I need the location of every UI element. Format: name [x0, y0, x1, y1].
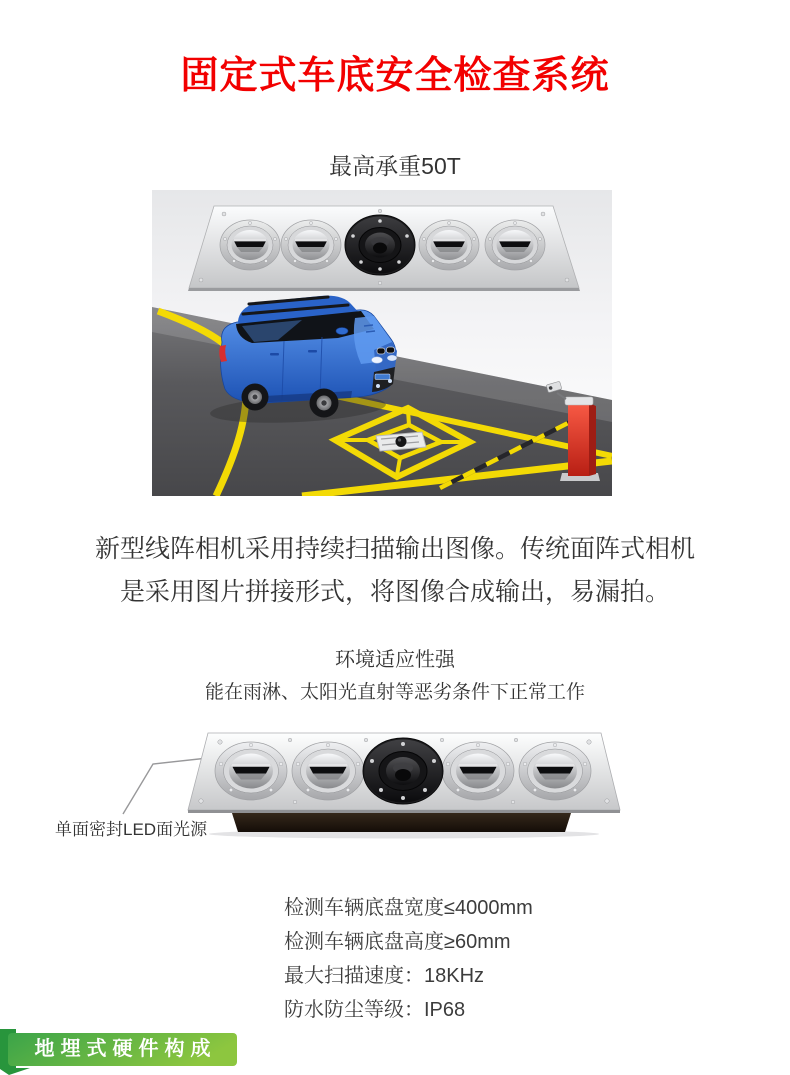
spec-list: [284, 891, 533, 1027]
environment-title: 环境适应性强: [335, 649, 455, 671]
spec-item-scan-speed: 最大扫描速度：18KHz: [284, 965, 485, 987]
center-camera-module: [345, 215, 415, 275]
spec-item-height: 检测车辆底盘高度≥60mm: [284, 931, 511, 953]
environment-detail: 能在雨淋、太阳光直射等恶劣条件下正常工作: [204, 682, 585, 703]
description-line-2: 是采用图片拼接形式，将图像合成输出，易漏拍。: [119, 578, 670, 606]
scanner-plate-top-view: [188, 206, 580, 291]
scanner-scene-image: [152, 190, 612, 496]
section-badge-label: 地埋式硬件构成: [34, 1038, 217, 1060]
max-load-text: 最高承重50T: [329, 153, 461, 179]
spec-item-width: 检测车辆底盘宽度≤4000mm: [284, 897, 533, 919]
description-text: [0, 528, 790, 614]
page-title: 固定式车底安全检查系统: [180, 55, 610, 97]
device-callout-label: 单面密封LED面光源: [55, 820, 208, 839]
center-camera-module: [363, 738, 443, 804]
spec-item-ip-rating: 防水防尘等级：IP68: [284, 999, 466, 1021]
scanner-panel-front-view: [188, 733, 620, 832]
description-line-1: 新型线阵相机采用持续扫描输出图像。传统面阵式相机: [94, 535, 695, 563]
